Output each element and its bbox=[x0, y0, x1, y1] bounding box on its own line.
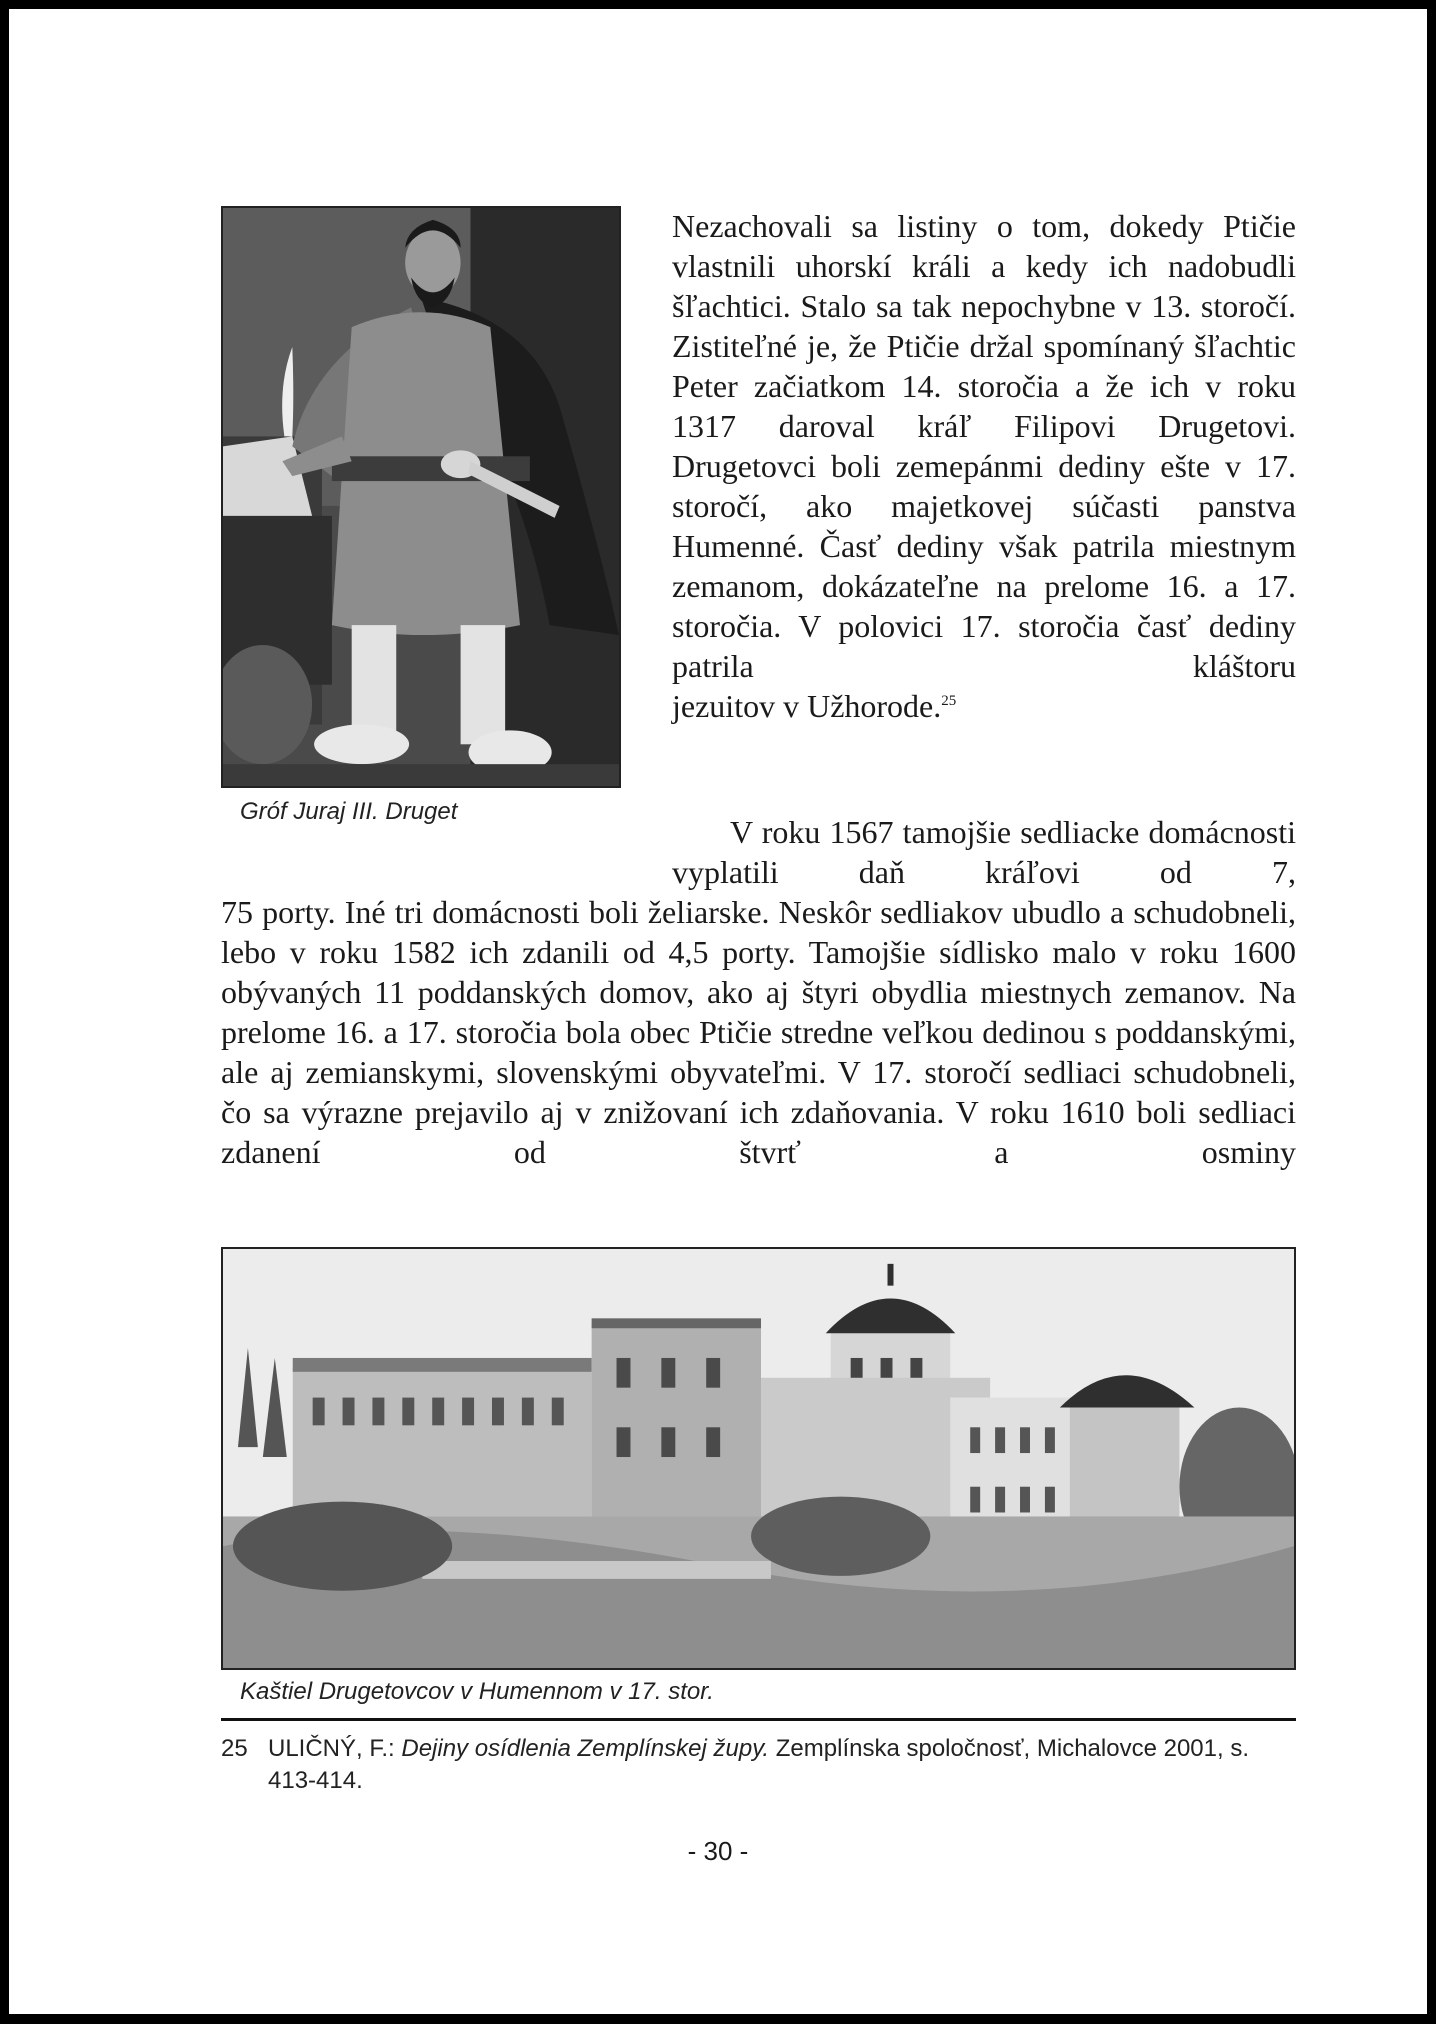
footnote-number: 25 bbox=[221, 1735, 248, 1762]
paragraph-2-start: V roku 1567 tamojšie sedliacke domácnosti vyplatili daň kráľovi od 7, bbox=[672, 814, 1296, 890]
footnote-author: ULIČNÝ, F.: bbox=[268, 1735, 402, 1762]
footnote-title: Dejiny osídlenia Zemplínskej župy. bbox=[401, 1735, 770, 1762]
footnote-text bbox=[268, 1733, 1298, 1797]
paragraph-2-continuation: 75 porty. Iné tri domácnosti boli želiarske. Neskôr sedliakov ubudlo a schudobneli, lebo v roku 1582 ich zdanili od 4,5 porty. Tamojšie sídlisko malo v roku 1600 obývaných 11 poddanských domov, ako aj štyri obydlia miestnych zemanov. Na prelome 16. a 17. storočia bola obec Ptičie stredne veľkou dedinou s poddanskými, ale aj zemianskymi, slovenskými obyvateľmi. V 17. storočí sedliaci schudobneli, čo sa výrazne prejavilo aj v znižovaní ich zdaňovania. V roku 1610 boli sedliaci zdanení od štvrť a osminy bbox=[221, 894, 1296, 1170]
paragraph-1-last-text: jezuitov v Užhorode. bbox=[672, 688, 942, 724]
paragraph-1-text: Nezachovali sa listiny o tom, dokedy Ptičie vlastnili uhorskí králi a kedy ich nadobudli šľachtici. Stalo sa tak nepochybne v 13. storočí. Zistiteľné je, že Ptičie držal spomínaný šľachtic Peter začiatkom 14. storočia a že ich v roku 1317 daroval kráľ Filipovi Drugetovi. Drugetovci boli zemepánmi dediny ešte v 17. storočí, ako majetkovej súčasti panstva Humenné. Časť dediny však patrila miestnym zemanom, dokázateľne na prelome 16. a 17. storočia. V polovici 17. storočia časť dediny patrila kláštoru bbox=[672, 208, 1296, 684]
portrait-image bbox=[221, 206, 621, 788]
footnote-publisher: Zemplínska spoločnosť, Michalovce 2001, s. 413-414. bbox=[268, 1735, 1249, 1794]
footnote-reference: 25 bbox=[941, 693, 957, 709]
paragraph-1-last-line bbox=[672, 686, 1296, 726]
portrait-caption: Gróf Juraj III. Druget bbox=[240, 798, 458, 825]
paragraph-1 bbox=[672, 206, 1296, 726]
page-number: - 30 - bbox=[687, 1836, 749, 1866]
footnote-rule bbox=[221, 1718, 1296, 1721]
castle-caption: Kaštiel Drugetovcov v Humennom v 17. stor. bbox=[240, 1678, 714, 1705]
castle-image bbox=[221, 1247, 1296, 1670]
